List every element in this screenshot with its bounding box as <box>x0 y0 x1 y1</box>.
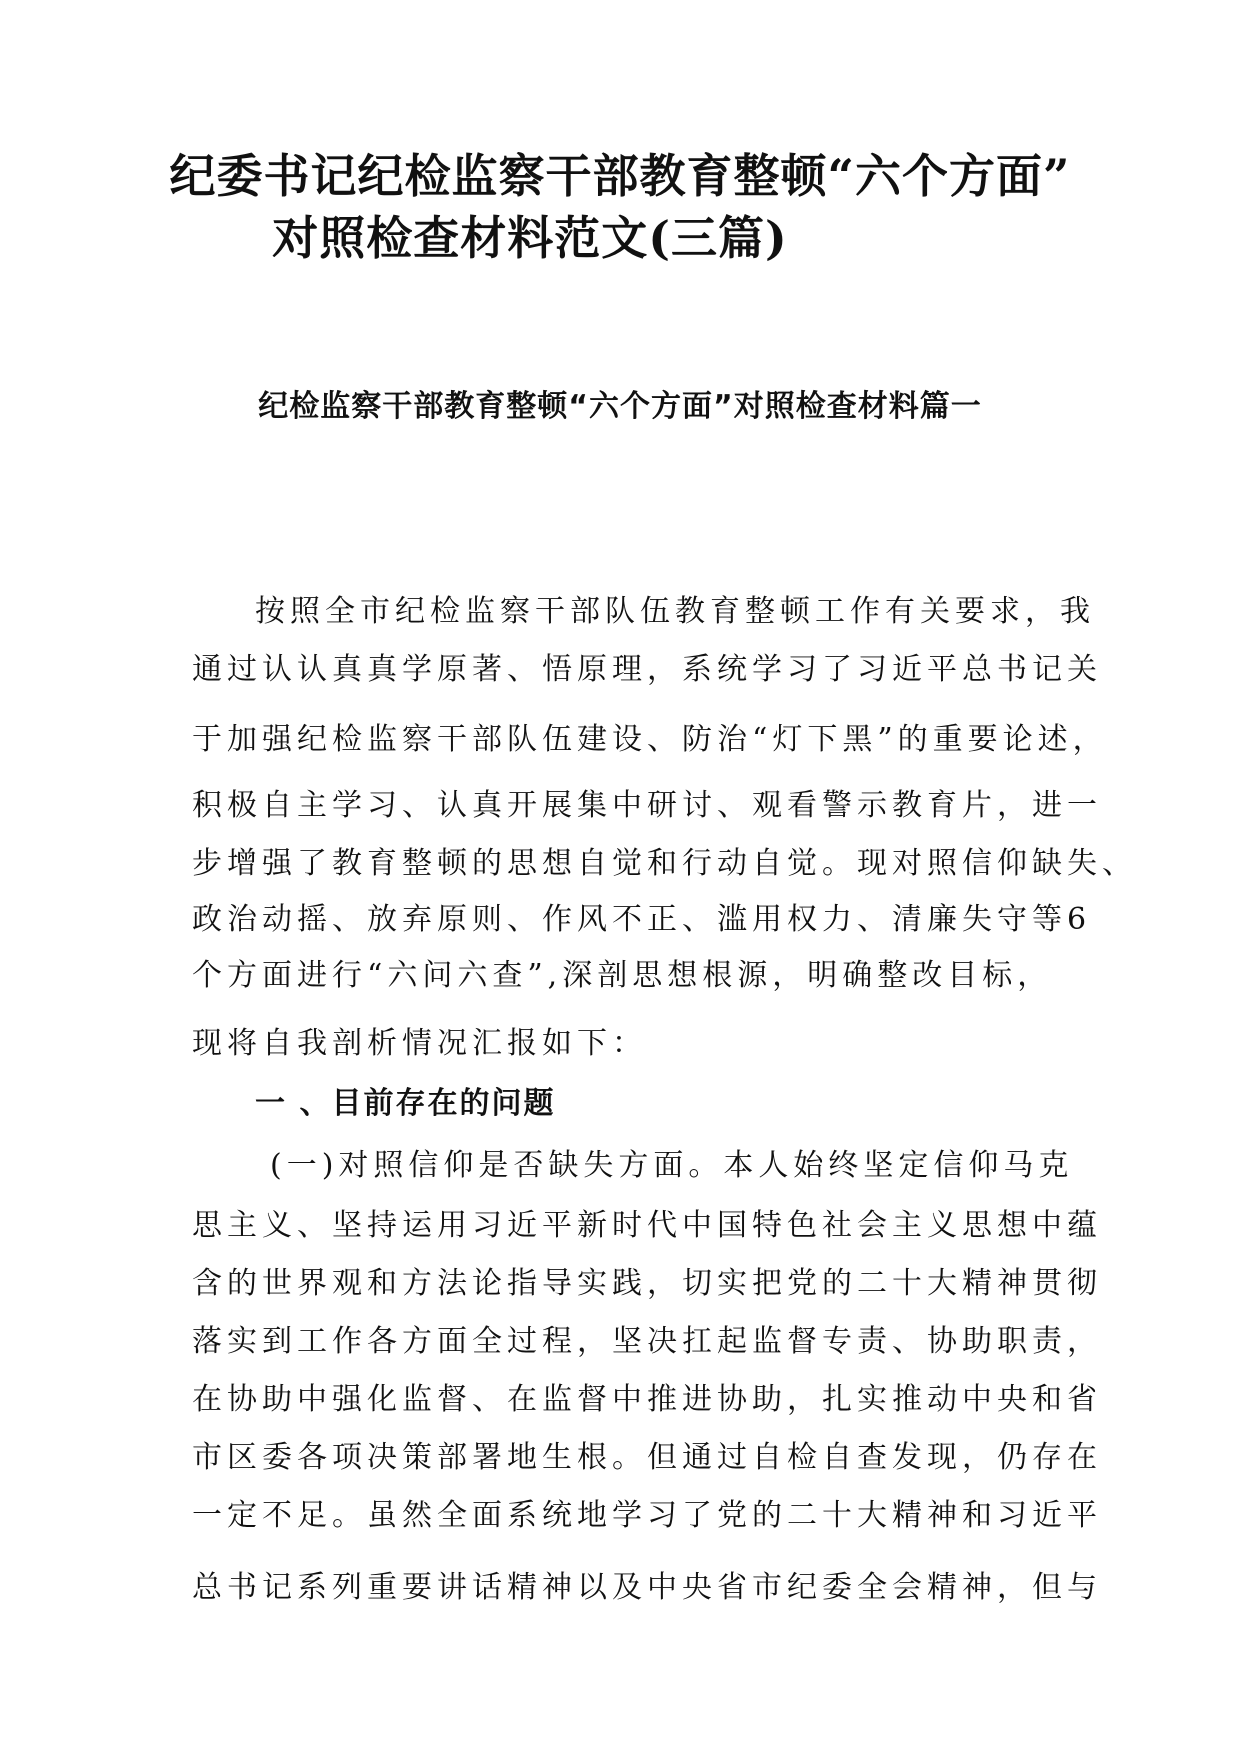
paragraph-1-line-8: 现将自我剖析情况汇报如下： <box>192 1026 647 1061</box>
section-subtitle: 纪检监察干部教育整顿“六个方面”对照检查材料篇一 <box>258 389 982 424</box>
section-heading: 一 、目前存在的问题 <box>255 1086 556 1121</box>
paragraph-1-line-7: 个方面进行“六问六查”,深剖思想根源，明确整改目标， <box>192 958 1053 993</box>
paragraph-2-line-5: 在协助中强化监督、在监督中推进协助，扎实推动中央和省 <box>192 1382 1102 1417</box>
paragraph-1-line-5: 步增强了教育整顿的思想自觉和行动自觉。现对照信仰缺失、 <box>192 846 1137 881</box>
paragraph-1-line-6: 政治动摇、放弃原则、作风不正、滥用权力、清廉失守等6 <box>192 902 1092 937</box>
paragraph-1-line-3: 于加强纪检监察干部队伍建设、防治“灯下黑”的重要论述， <box>192 722 1108 757</box>
paragraph-1-line-2: 通过认认真真学原著、悟原理，系统学习了习近平总书记关 <box>192 652 1102 687</box>
paragraph-2-line-1: (一)对照信仰是否缺失方面。本人始终坚定信仰马克 <box>270 1148 1074 1183</box>
document-title-line-2: 对照检查材料范文(三篇) <box>272 211 788 265</box>
paragraph-2-line-6: 市区委各项决策部署地生根。但通过自检自查发现，仍存在 <box>192 1440 1102 1475</box>
paragraph-2-line-3: 含的世界观和方法论指导实践，切实把党的二十大精神贯彻 <box>192 1266 1102 1301</box>
paragraph-2-line-2: 思主义、坚持运用习近平新时代中国特色社会主义思想中蕴 <box>192 1208 1102 1243</box>
paragraph-2-line-4: 落实到工作各方面全过程，坚决扛起监督专责、协助职责， <box>192 1324 1102 1359</box>
paragraph-2-line-8: 总书记系列重要讲话精神以及中央省市纪委全会精神，但与 <box>192 1570 1102 1605</box>
paragraph-2-line-7: 一定不足。虽然全面系统地学习了党的二十大精神和习近平 <box>192 1498 1102 1533</box>
paragraph-1-line-4: 积极自主学习、认真开展集中研讨、观看警示教育片，进一 <box>192 788 1102 823</box>
paragraph-1-line-1: 按照全市纪检监察干部队伍教育整顿工作有关要求，我 <box>255 594 1095 629</box>
document-title-line-1: 纪委书记纪检监察干部教育整顿“六个方面” <box>169 149 1071 203</box>
